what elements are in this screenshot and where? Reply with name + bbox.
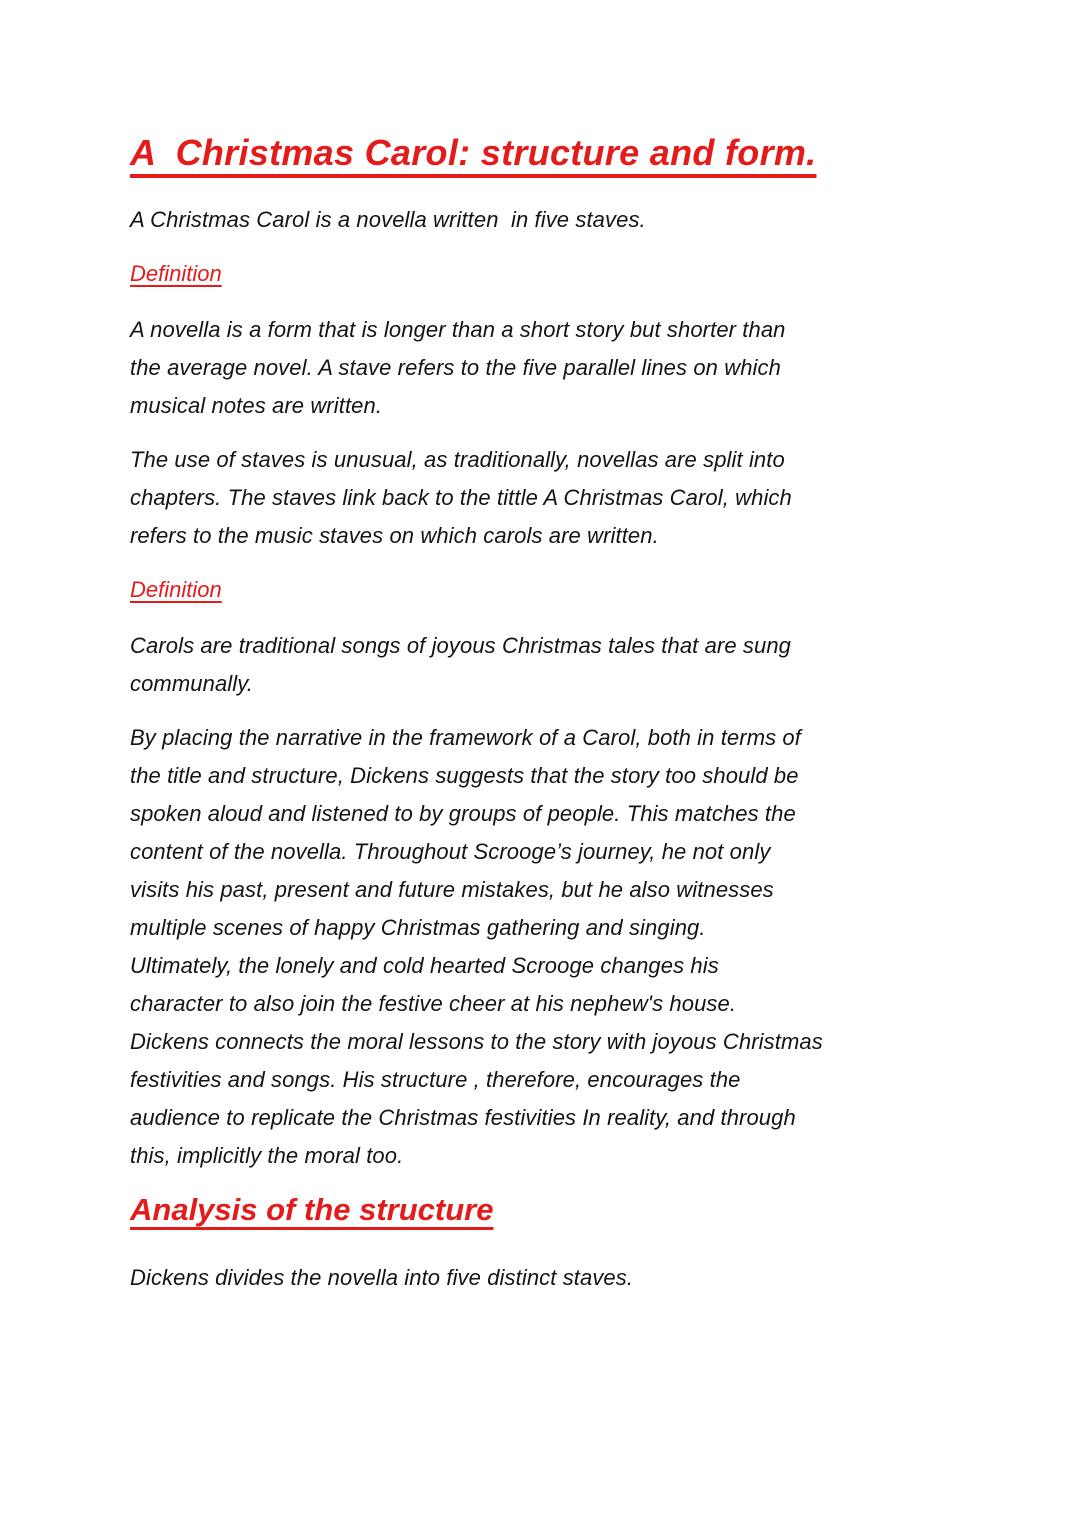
text-line: Carols are traditional songs of joyous Christmas tales that are sung: [130, 633, 792, 659]
text-line: A Christmas Carol is a novella written in five staves.: [130, 207, 646, 233]
text-line: visits his past, present and future mistakes, but he also witnesses: [130, 877, 774, 903]
text-line: content of the novella. Throughout Scrooge’s journey, he not only: [130, 839, 771, 865]
text-line: refers to the music staves on which carols are written.: [130, 523, 659, 549]
text-line: Dickens divides the novella into five distinct staves.: [130, 1264, 634, 1290]
text-line: spoken aloud and listened to by groups of people. This matches the: [130, 801, 796, 827]
text-line: musical notes are written.: [130, 393, 383, 419]
intro-paragraph: [130, 201, 940, 239]
text-line: festivities and songs. His structure , therefore, encourages the: [130, 1067, 741, 1093]
definition-1-body: [130, 311, 940, 425]
text-line: chapters. The staves link back to the tittle A Christmas Carol, which: [130, 485, 792, 511]
document-content: [130, 132, 940, 1313]
framework-paragraph: [130, 719, 940, 1175]
text-line: The use of staves is unusual, as traditionally, novellas are split into: [130, 447, 785, 473]
text-line: character to also join the festive cheer at his nephew's house.: [130, 991, 737, 1017]
text-line: communally.: [130, 671, 253, 697]
text-line: the title and structure, Dickens suggests that the story too should be: [130, 763, 799, 789]
document-title: A Christmas Carol: structure and form.: [130, 132, 817, 173]
analysis-heading: Analysis of the structure: [130, 1192, 494, 1228]
definition-label-1: Definition: [130, 261, 222, 287]
text-line: Ultimately, the lonely and cold hearted Scrooge changes his: [130, 953, 719, 979]
text-line: audience to replicate the Christmas festivities In reality, and through: [130, 1105, 796, 1131]
staves-paragraph: [130, 441, 940, 555]
text-line: Dickens connects the moral lessons to the story with joyous Christmas: [130, 1029, 823, 1055]
text-line: A novella is a form that is longer than a short story but shorter than: [130, 317, 786, 343]
text-line: the average novel. A stave refers to the five parallel lines on which: [130, 355, 781, 381]
text-line: By placing the narrative in the framework of a Carol, both in terms of: [130, 725, 801, 751]
closing-paragraph: [130, 1259, 940, 1297]
text-line: this, implicitly the moral too.: [130, 1143, 404, 1169]
definition-label-2: Definition: [130, 577, 222, 603]
definition-2-body: [130, 627, 940, 703]
text-line: multiple scenes of happy Christmas gathering and singing.: [130, 915, 706, 941]
